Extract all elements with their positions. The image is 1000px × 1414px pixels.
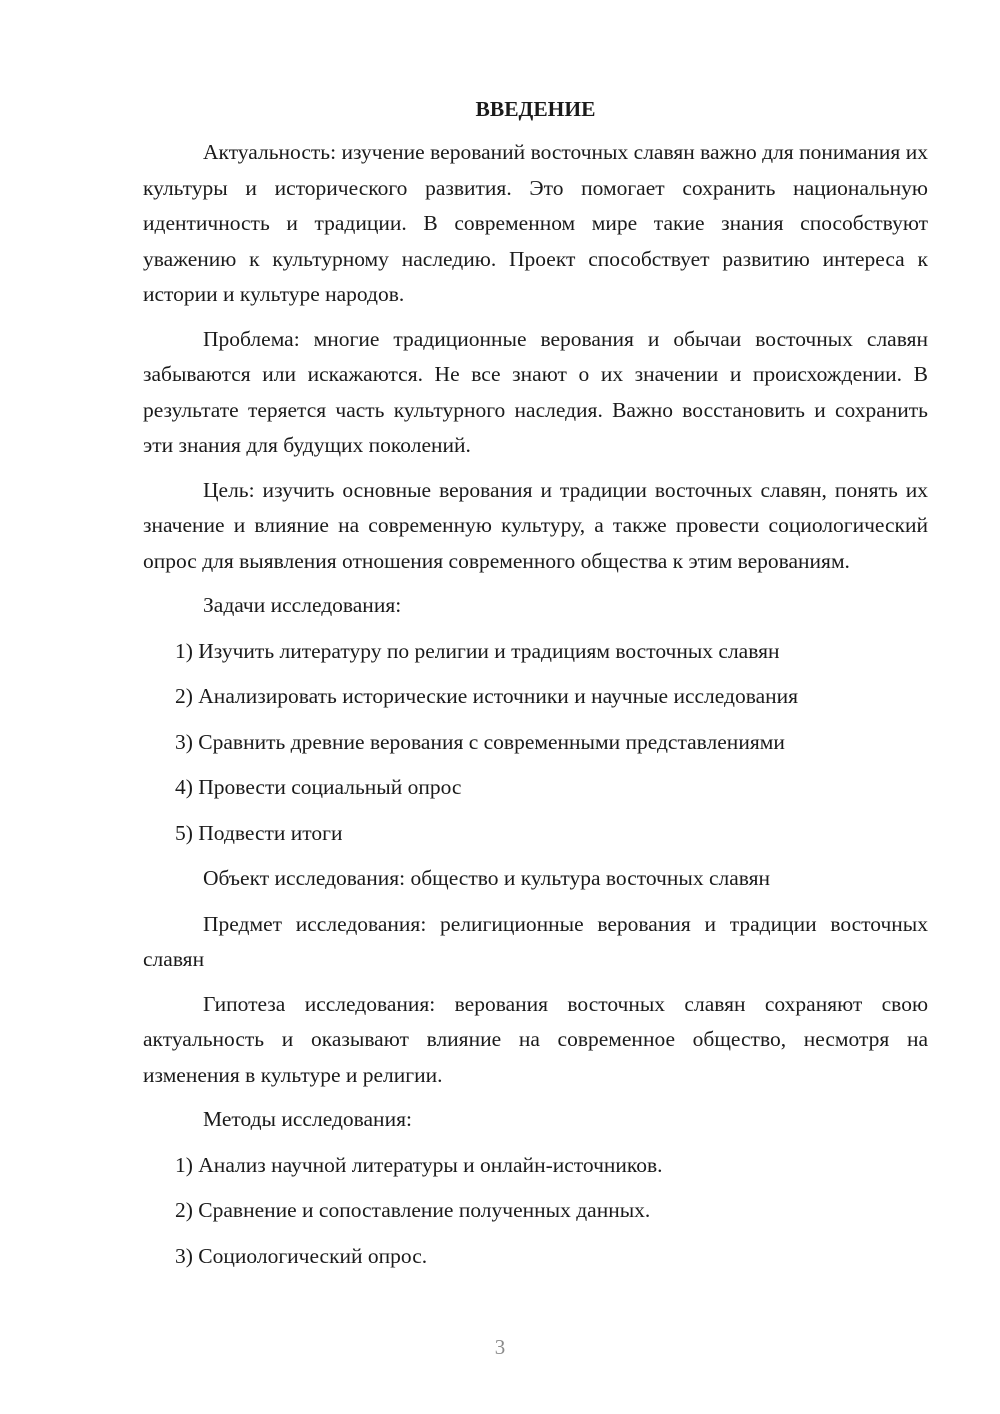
list-item: 1) Анализ научной литературы и онлайн-источников. (175, 1152, 663, 1177)
list-item: 1) Изучить литературу по религии и традициям восточных славян (175, 638, 780, 663)
page-number: 3 (494, 1335, 506, 1359)
subject-paragraph: Предмет исследования: религиционные верования и традиции восточных славян (143, 911, 928, 971)
list-item: 2) Анализировать исторические источники и научные исследования (175, 684, 799, 708)
list-item: 4) Провести социальный опрос (175, 775, 462, 799)
object-statement: Объект исследования: общество и культура восточных славян (203, 866, 771, 890)
problem-paragraph: Проблема: многие традиционные верования и обычаи восточных славян забываются или искажаются. Не все знают о их значении и происхождении. В результате теряется часть культурного наследия. Важно восстановить и сохранить эти знания для будущих поколений. (143, 326, 928, 457)
tasks-label: Задачи исследования: (203, 593, 402, 617)
hypothesis-paragraph: Гипотеза исследования: верования восточных славян сохраняют свою актуальность и оказывают влияние на современное общество, несмотря на изменения в культуре и религии. (143, 991, 928, 1087)
list-item: 3) Сравнить древние верования с современными представлениями (175, 729, 785, 754)
section-title: ВВЕДЕНИЕ (475, 97, 596, 121)
methods-label: Методы исследования: (203, 1107, 412, 1131)
methods-list (143, 1148, 928, 1275)
list-item: 3) Социологический опрос. (175, 1243, 428, 1268)
goal-paragraph: Цель: изучить основные верования и традиции восточных славян, понять их значение и влияние на современную культуру, а также провести социологический опрос для выявления отношения современного общества к этим верованиям. (143, 477, 928, 573)
tasks-list (143, 634, 928, 852)
page-content (143, 92, 928, 1284)
list-item: 5) Подвести итоги (175, 820, 343, 845)
relevance-paragraph: Актуальность: изучение верований восточных славян важно для понимания их культуры и исторического развития. Это помогает сохранить национальную идентичность и традиции. В современном мире такие знания способствуют уважению к культурному наследию. Проект способствует развитию интереса к истории и культуре народов. (143, 140, 928, 306)
list-item: 2) Сравнение и сопоставление полученных данных. (175, 1198, 651, 1222)
